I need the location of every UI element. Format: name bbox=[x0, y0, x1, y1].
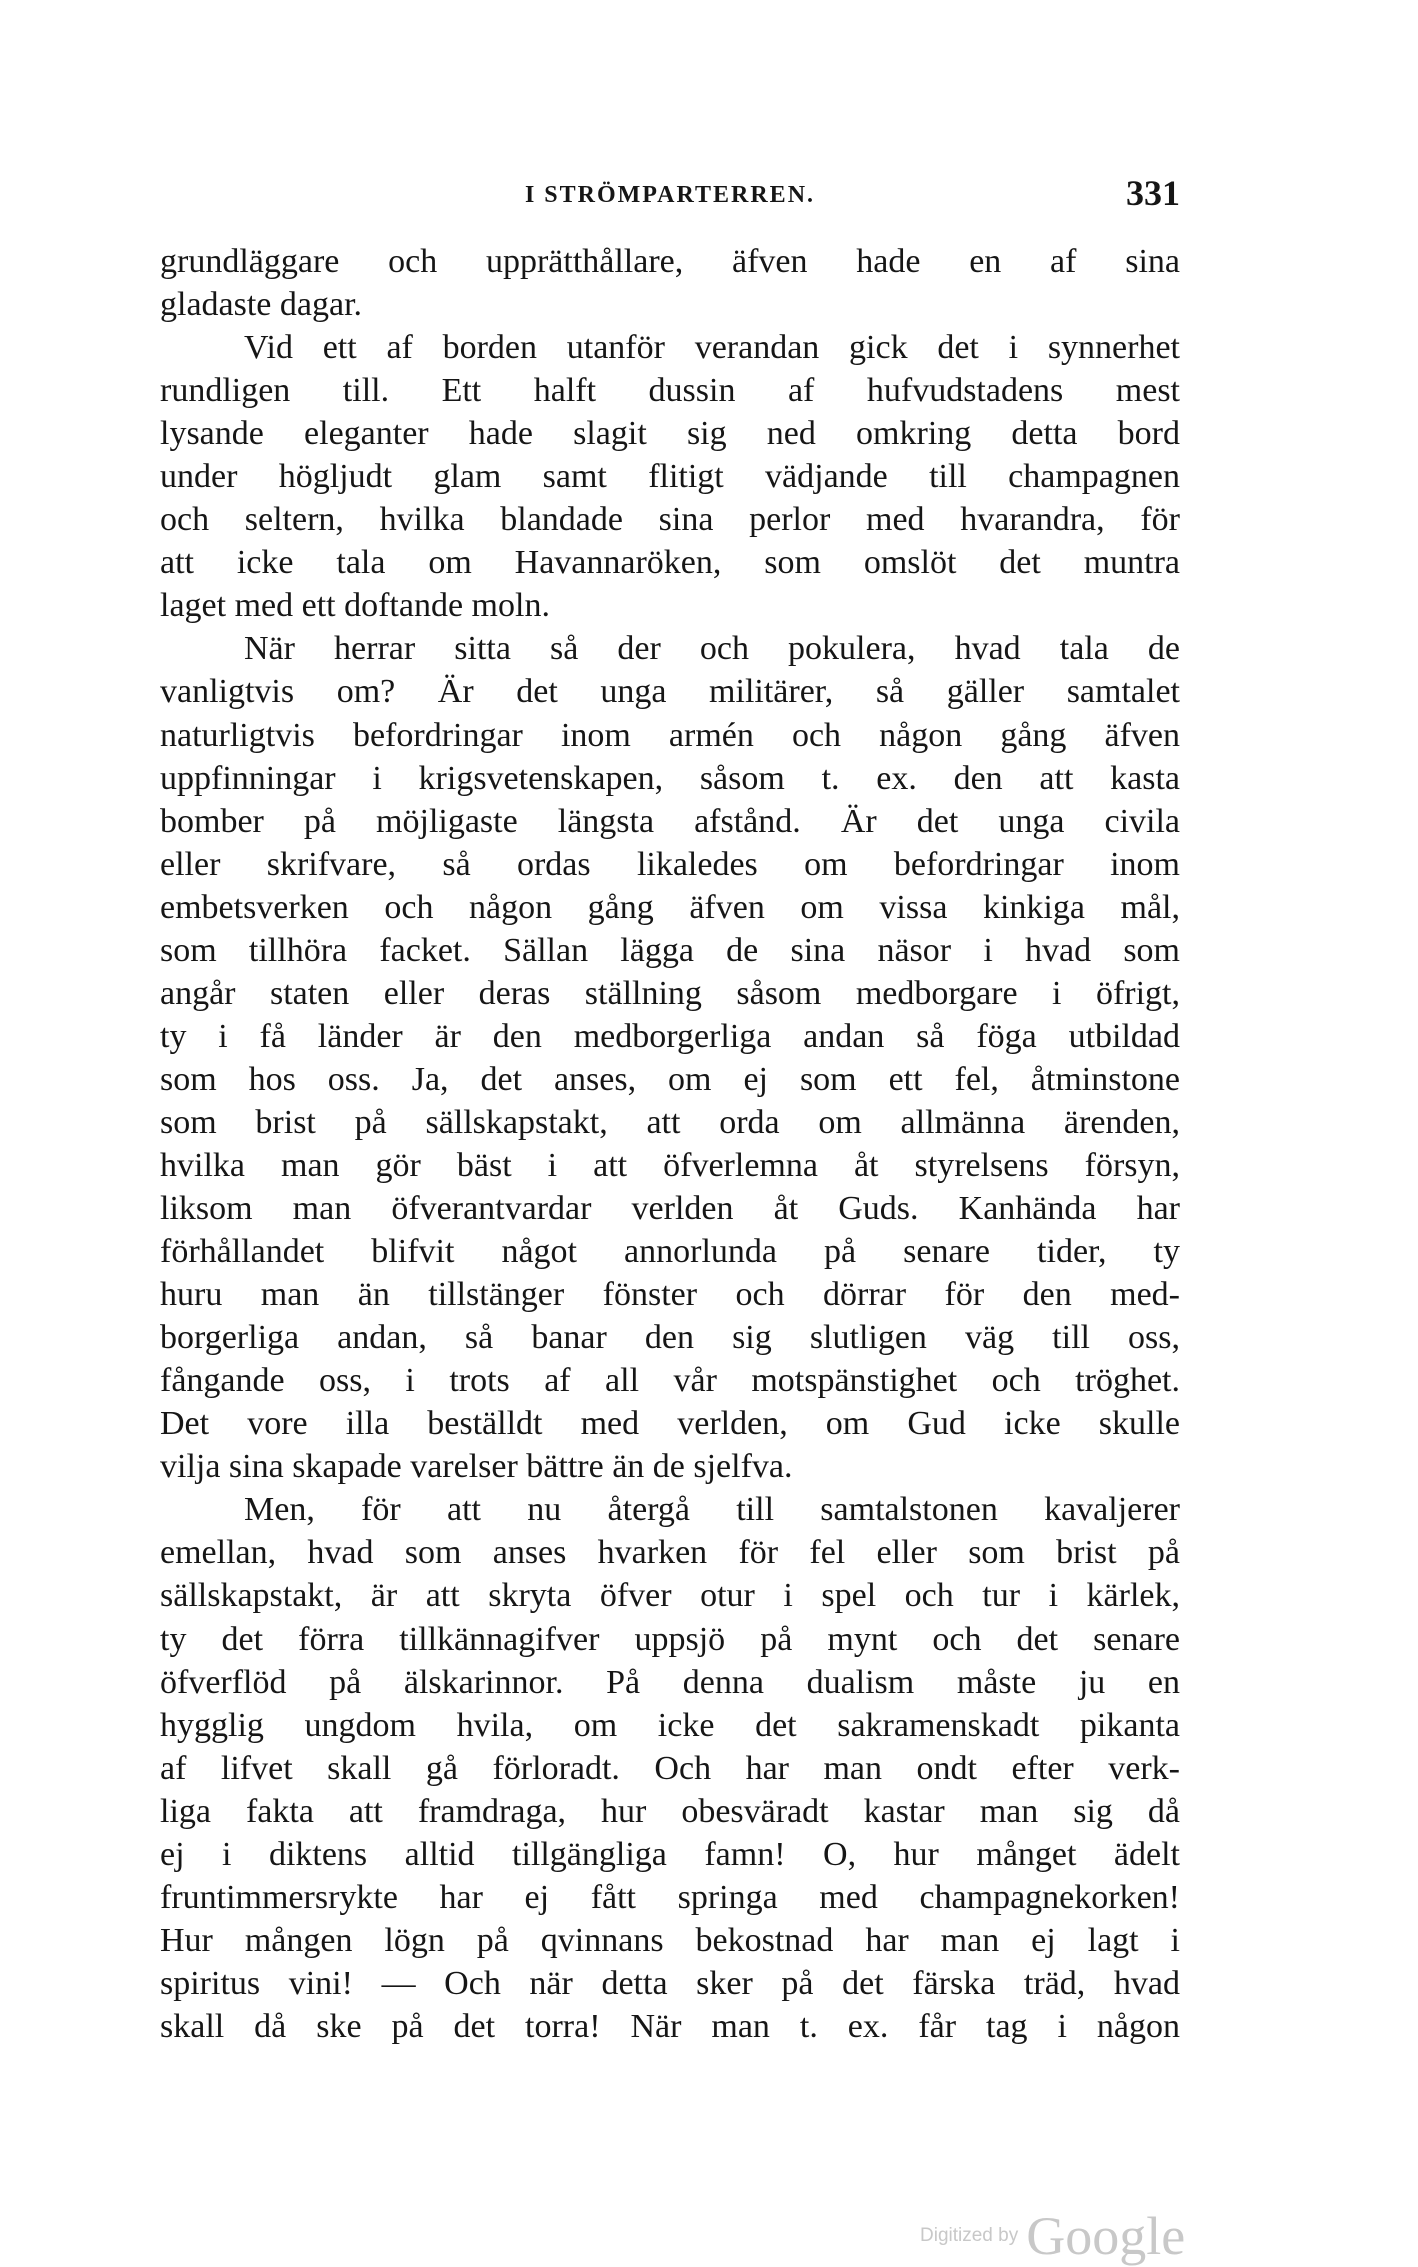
text-line: hvilka man gör bäst i att öfverlemna åt styrelsens försyn, bbox=[160, 1146, 1180, 1184]
text-line: sällskapstakt, är att skryta öfver otur i spel och tur i kärlek, bbox=[160, 1577, 1180, 1615]
text-line: vilja sina skapade varelser bättre än de sjelfva. bbox=[160, 1448, 793, 1486]
text-line: fångande oss, i trots af all vår motspänstighet och tröghet. bbox=[160, 1362, 1180, 1400]
text-line: Vid ett af borden utanför verandan gick det i synnerhet bbox=[244, 329, 1180, 367]
text-line: bomber på möjligaste längsta afstånd. Är det unga civila bbox=[160, 802, 1180, 840]
text-line: huru man än tillstänger fönster och dörrar för den med- bbox=[160, 1276, 1180, 1314]
text-line: Hur mången lögn på qvinnans bekostnad har man ej lagt i bbox=[160, 1921, 1180, 1959]
text-line: ej i diktens alltid tillgängliga famn! O, hur månget ädelt bbox=[160, 1835, 1180, 1873]
digitized-watermark bbox=[920, 2205, 1185, 2265]
text-line: rundligen till. Ett halft dussin af hufvudstadens mest bbox=[160, 372, 1180, 410]
text-line: liksom man öfverantvardar verlden åt Guds. Kanhända har bbox=[160, 1190, 1180, 1228]
text-line: och seltern, hvilka blandade sina perlor med hvarandra, för bbox=[160, 501, 1180, 539]
text-line: liga fakta att framdraga, hur obesväradt kastar man sig då bbox=[160, 1792, 1180, 1830]
text-line: under högljudt glam samt flitigt vädjande till champagnen bbox=[160, 458, 1180, 496]
text-line: grundläggare och upprätthållare, äfven hade en af sina bbox=[160, 243, 1180, 280]
text-line: som tillhöra facket. Sällan lägga de sina näsor i hvad som bbox=[160, 931, 1180, 969]
text-line: embetsverken och någon gång äfven om vissa kinkiga mål, bbox=[160, 888, 1180, 926]
text-line: som hos oss. Ja, det anses, om ej som ett fel, åtminstone bbox=[160, 1060, 1180, 1098]
digitized-by-label: Digitized by bbox=[920, 2225, 1019, 2246]
text-line: förhållandet blifvit något annorlunda på senare tider, ty bbox=[160, 1233, 1180, 1271]
google-logo: Google bbox=[1026, 2206, 1186, 2266]
page-header bbox=[160, 168, 1180, 228]
text-line: ty i få länder är den medborgerliga andan så föga utbildad bbox=[160, 1017, 1180, 1055]
text-line: Men, för att nu återgå till samtalstonen kavaljerer bbox=[244, 1491, 1180, 1529]
text-line: Det vore illa beställdt med verlden, om Gud icke skulle bbox=[160, 1405, 1180, 1443]
running-head: I STRÖMPARTERREN. bbox=[524, 182, 816, 208]
text-line: eller skrifvare, så ordas likaledes om befordringar inom bbox=[160, 845, 1180, 883]
text-line: uppfinningar i krigsvetenskapen, såsom t. ex. den att kasta bbox=[160, 759, 1180, 797]
text-line: angår staten eller deras ställning såsom medborgare i öfrigt, bbox=[160, 974, 1180, 1012]
text-line: ty det förra tillkännagifver uppsjö på mynt och det senare bbox=[160, 1620, 1180, 1658]
text-line: öfverflöd på älskarinnor. På denna dualism måste ju en bbox=[160, 1663, 1180, 1701]
text-line: som brist på sällskapstakt, att orda om allmänna ärenden, bbox=[160, 1103, 1180, 1141]
text-line: spiritus vini! — Och när detta sker på det färska träd, hvad bbox=[160, 1964, 1180, 2002]
text-line: skall då ske på det torra! När man t. ex. får tag i någon bbox=[160, 2007, 1180, 2045]
text-line: af lifvet skall gå förloradt. Och har man ondt efter verk- bbox=[160, 1749, 1180, 1787]
text-line: lysande eleganter hade slagit sig ned omkring detta bord bbox=[160, 415, 1180, 453]
text-line: fruntimmersrykte har ej fått springa med champagnekorken! bbox=[160, 1878, 1180, 1916]
text-line: vanligtvis om? Är det unga militärer, så gäller samtalet bbox=[160, 673, 1180, 711]
body-text bbox=[160, 240, 1180, 2048]
text-line: hygglig ungdom hvila, om icke det sakramenskadt pikanta bbox=[160, 1706, 1180, 1744]
text-line: att icke tala om Havannaröken, som omslöt det muntra bbox=[160, 544, 1180, 582]
text-line: När herrar sitta så der och pokulera, hvad tala de bbox=[244, 630, 1180, 668]
text-line: naturligtvis befordringar inom armén och någon gång äfven bbox=[160, 716, 1180, 754]
text-line: emellan, hvad som anses hvarken för fel eller som brist på bbox=[160, 1534, 1180, 1572]
page-number: 331 bbox=[1126, 173, 1180, 213]
text-line: gladaste dagar. bbox=[160, 286, 363, 324]
text-line: laget med ett doftande moln. bbox=[160, 587, 550, 625]
text-line: borgerliga andan, så banar den sig slutligen väg till oss, bbox=[160, 1319, 1180, 1357]
